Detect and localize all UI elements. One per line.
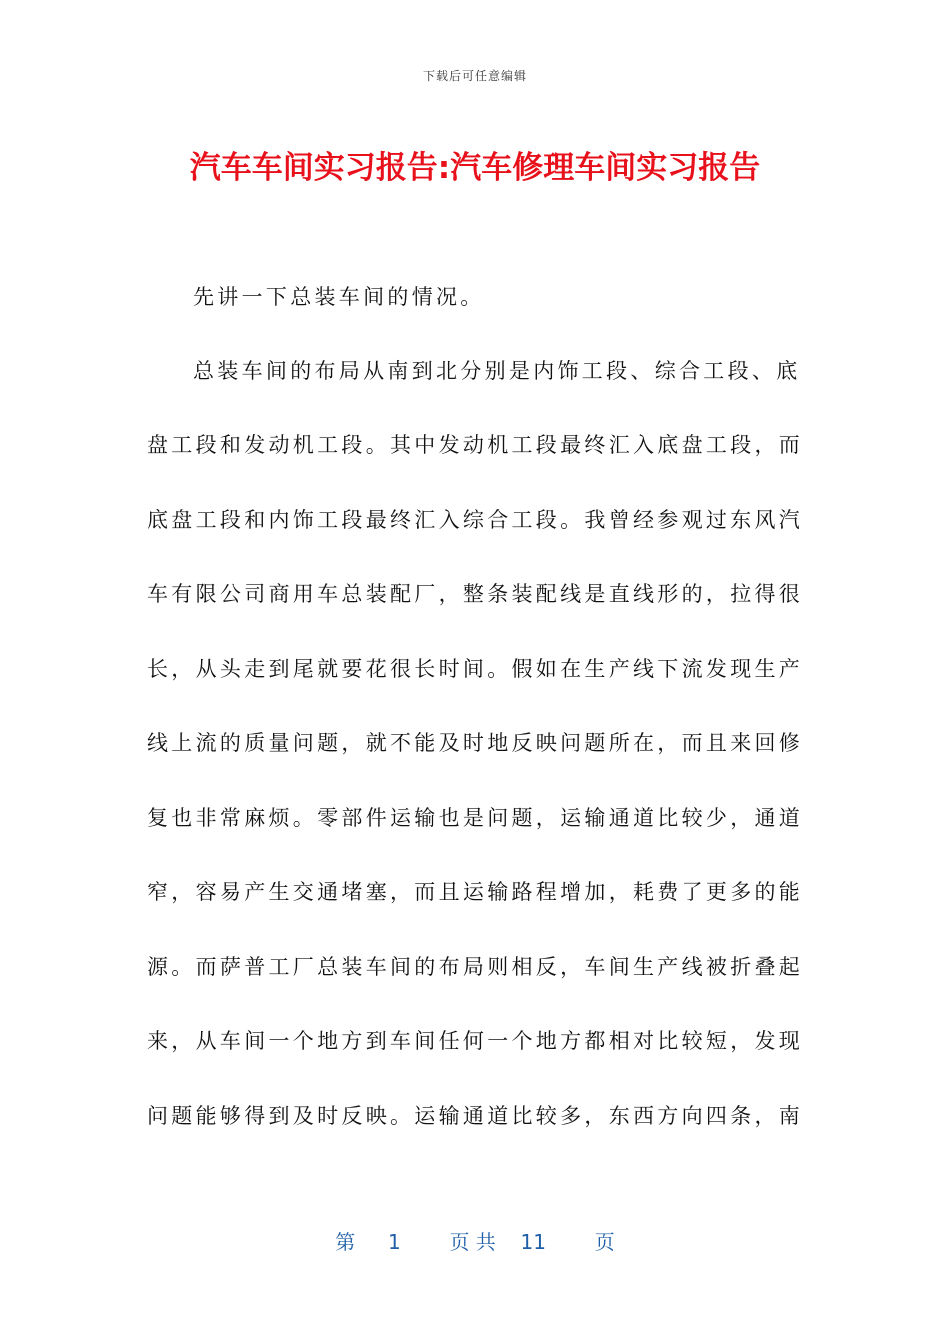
paragraph-line: 先讲一下总装车间的情况。	[193, 285, 485, 309]
paragraph-line: 源。而萨普工厂总装车间的布局则相反，车间生产线被折叠起	[147, 955, 804, 979]
footer-label-page: 第	[335, 1230, 356, 1254]
current-page-number: 1	[388, 1230, 401, 1254]
paragraph-line: 长，从头走到尾就要花很长时间。假如在生产线下流发现生产	[147, 657, 804, 681]
paragraph-line: 车有限公司商用车总装配厂，整条装配线是直线形的，拉得很	[147, 582, 804, 606]
paragraph-line: 底盘工段和内饰工段最终汇入综合工段。我曾经参观过东风汽	[147, 508, 804, 532]
document-title: 汽车车间实习报告:汽车修理车间实习报告	[189, 150, 761, 186]
paragraph-line: 线上流的质量问题，就不能及时地反映问题所在，而且来回修	[147, 731, 804, 755]
page-footer	[0, 1226, 950, 1255]
footer-label-of: 页 共	[449, 1230, 496, 1254]
footer-label-pages: 页	[594, 1230, 615, 1254]
paragraph-line: 盘工段和发动机工段。其中发动机工段最终汇入底盘工段，而	[147, 433, 804, 457]
paragraph-line: 窄，容易产生交通堵塞，而且运输路程增加，耗费了更多的能	[147, 880, 804, 904]
paragraph-line: 来，从车间一个地方到车间任何一个地方都相对比较短，发现	[147, 1029, 804, 1053]
paragraph-line: 复也非常麻烦。零部件运输也是问题，运输通道比较少，通道	[147, 806, 804, 830]
paragraph-line: 总装车间的布局从南到北分别是内饰工段、综合工段、底	[193, 359, 801, 383]
total-pages-number: 11	[520, 1230, 546, 1254]
paragraph-line: 问题能够得到及时反映。运输通道比较多，东西方向四条，南	[147, 1104, 804, 1128]
page-header-note: 下载后可任意编辑	[422, 69, 527, 83]
